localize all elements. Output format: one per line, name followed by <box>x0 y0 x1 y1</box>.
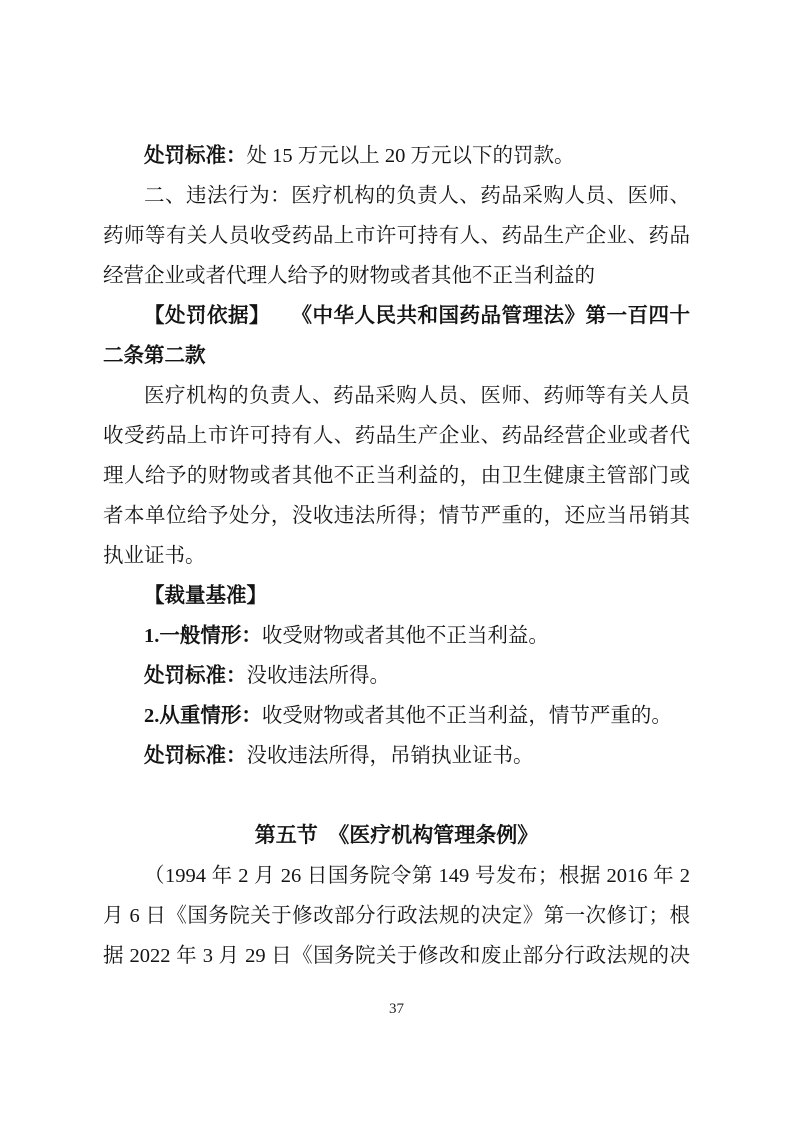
bold-text-run: 1.一般情形： <box>144 625 262 647</box>
text-run: 月 6 日《国务院关于修改部分行政法规的决定》第一次修订；根 <box>103 905 690 927</box>
text-run: 据 2022 年 3 月 29 日《国务院关于修改和废止部分行政法规的决 <box>103 945 690 967</box>
text-run: 二、违法行为：医疗机构的负责人、药品采购人员、医师、 <box>144 185 690 207</box>
text-line <box>103 736 690 776</box>
text-line <box>103 216 690 256</box>
text-run: （1994 年 2 月 26 日国务院令第 149 号发布；根据 2016 年 2 <box>144 865 690 887</box>
text-line <box>103 496 690 536</box>
text-line <box>103 176 690 216</box>
text-line <box>103 536 690 576</box>
text-run: 理人给予的财物或者其他不正当利益的，由卫生健康主管部门或 <box>103 465 690 487</box>
text-line <box>103 136 690 176</box>
text-run: 医疗机构的负责人、药品采购人员、医师、药师等有关人员 <box>144 385 690 407</box>
text-line <box>103 256 690 296</box>
text-line <box>103 576 690 616</box>
text-line <box>103 296 690 336</box>
bold-text-run: 处罚标准： <box>144 665 247 687</box>
bold-text-run: 处罚标准： <box>144 145 247 167</box>
text-line <box>103 616 690 656</box>
bold-text-run: 二条第二款 <box>103 345 206 367</box>
text-line <box>103 416 690 456</box>
text-line <box>103 336 690 376</box>
bold-text-run: 2.从重情形： <box>144 705 262 727</box>
text-line <box>103 656 690 696</box>
text-run: 收受财物或者其他不正当利益。 <box>261 625 549 647</box>
text-run: 没收违法所得。 <box>246 665 390 687</box>
line-spacer <box>103 776 690 816</box>
bold-text-run: 【裁量基准】 <box>144 585 267 607</box>
section-heading <box>103 816 690 856</box>
document-body <box>103 136 690 976</box>
text-run: 没收违法所得，吊销执业证书。 <box>246 745 534 767</box>
text-line <box>103 896 690 936</box>
text-run: 处 15 万元以上 20 万元以下的罚款。 <box>246 145 575 167</box>
text-run: 收受药品上市许可持有人、药品生产企业、药品经营企业或者代 <box>103 425 690 447</box>
bold-text-run: 第五节 《医疗机构管理条例》 <box>254 824 539 847</box>
text-run: 者本单位给予处分，没收违法所得；情节严重的，还应当吊销其 <box>103 505 690 527</box>
text-line <box>103 856 690 896</box>
text-line <box>103 696 690 736</box>
text-run: 经营企业或者代理人给予的财物或者其他不正当利益的 <box>103 265 595 287</box>
text-run: 执业证书。 <box>103 545 206 567</box>
text-line <box>103 456 690 496</box>
bold-text-run: 【处罚依据】 《中华人民共和国药品管理法》第一百四十 <box>144 305 690 327</box>
text-run: 收受财物或者其他不正当利益，情节严重的。 <box>261 705 672 727</box>
text-line <box>103 376 690 416</box>
text-run: 药师等有关人员收受药品上市许可持有人、药品生产企业、药品 <box>103 225 690 247</box>
page-number: 37 <box>389 1001 404 1017</box>
bold-text-run: 处罚标准： <box>144 745 247 767</box>
text-line <box>103 936 690 976</box>
